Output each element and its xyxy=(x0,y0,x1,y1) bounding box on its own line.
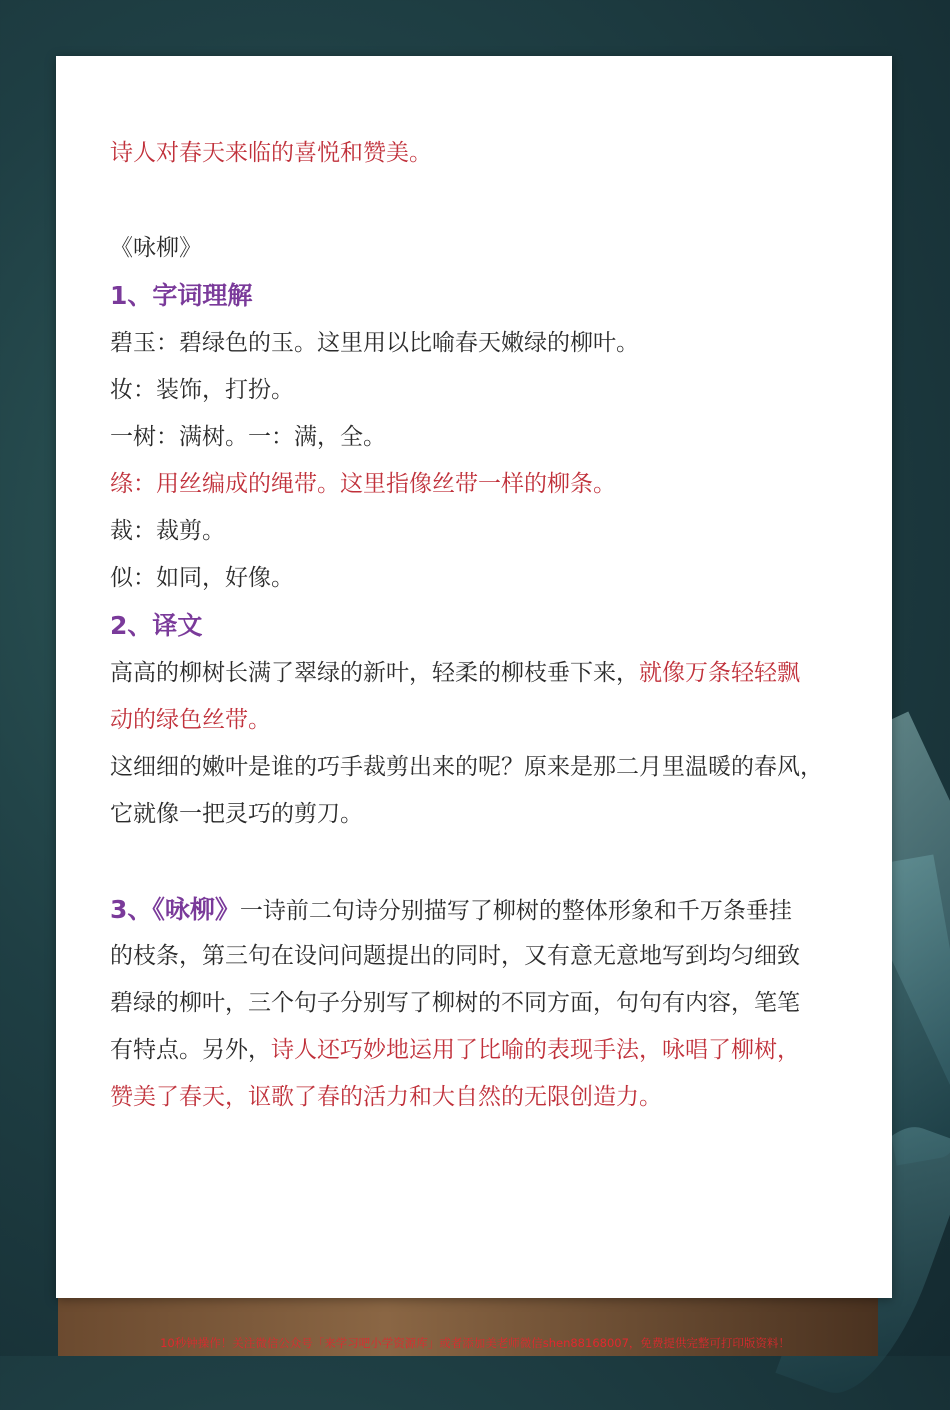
section-heading-vocabulary: 1、字词理解 xyxy=(110,281,253,310)
analysis-line: 的枝条，第三句在设问问题提出的同时，又有意无意地写到均匀细致 xyxy=(110,943,800,969)
spacer xyxy=(110,838,850,886)
intro-line: 诗人对春天来临的喜悦和赞美。 xyxy=(110,140,432,166)
analysis-text: 有特点。另外， xyxy=(110,1037,271,1063)
translation-line xyxy=(110,650,850,697)
analysis-highlight: 诗人还巧妙地运用了比喻的表现手法，咏唱了柳树， xyxy=(271,1037,800,1063)
section-heading-translation: 2、译文 xyxy=(110,611,203,640)
analysis-line xyxy=(110,886,850,933)
vocab-item: 碧玉：碧绿色的玉。这里用以比喻春天嫩绿的柳叶。 xyxy=(110,330,639,356)
document-page xyxy=(56,56,892,1298)
section-heading-analysis: 3、《咏柳》 xyxy=(110,895,240,924)
vocab-item: 一树：满树。一：满，全。 xyxy=(110,424,386,450)
analysis-line: 赞美了春天，讴歌了春的活力和大自然的无限创造力。 xyxy=(110,1084,662,1110)
translation-line: 动的绿色丝带。 xyxy=(110,707,271,733)
vocab-item: 绦：用丝编成的绳带。这里指像丝带一样的柳条。 xyxy=(110,471,616,497)
document-content xyxy=(110,130,850,1121)
translation-line: 这细细的嫩叶是谁的巧手裁剪出来的呢？原来是那二月里温暖的春风， xyxy=(110,754,823,780)
vocab-item: 似：如同，好像。 xyxy=(110,565,294,591)
translation-text: 高高的柳树长满了翠绿的新叶，轻柔的柳枝垂下来， xyxy=(110,660,639,686)
poem-title: 《咏柳》 xyxy=(110,235,202,261)
vocab-item: 妆：装饰，打扮。 xyxy=(110,377,294,403)
analysis-line: 碧绿的柳叶，三个句子分别写了柳树的不同方面，句句有内容，笔笔 xyxy=(110,990,800,1016)
analysis-line xyxy=(110,1027,850,1074)
spacer xyxy=(110,177,850,225)
translation-highlight: 就像万条轻轻飘 xyxy=(639,660,800,686)
translation-line: 它就像一把灵巧的剪刀。 xyxy=(110,801,363,827)
vocab-item: 裁：裁剪。 xyxy=(110,518,225,544)
footer-watermark: 10秒钟操作！关注微信公众号「来学习吧小学资源库」或者添加美老师微信shen88168007，免费提供完整可打印版资料！ xyxy=(160,1336,790,1350)
analysis-text: 一诗前二句诗分别描写了柳树的整体形象和千万条垂挂 xyxy=(239,898,792,924)
